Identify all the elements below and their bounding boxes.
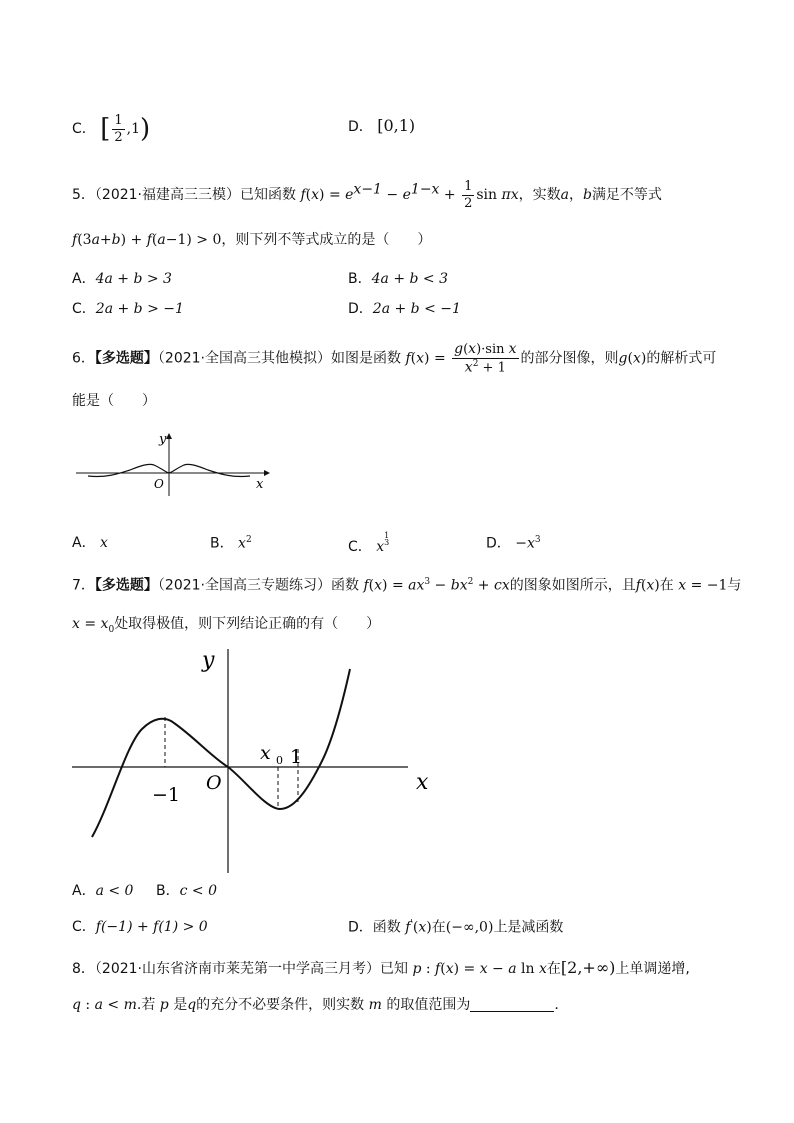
- q7-one-label: 1: [290, 746, 303, 768]
- q7-curve: [92, 669, 350, 837]
- q4-option-d[interactable]: D． [0,1): [348, 116, 416, 135]
- q7-graph: [70, 645, 440, 875]
- q7-stem-line2: $x = x_0$处取得极值，则下列结论正确的有（ ）: [72, 616, 381, 635]
- q6-option-a[interactable]: A． x: [72, 535, 108, 551]
- q6-y-label: y: [159, 432, 167, 447]
- q5-stem: 5．（2021·福建高三三模）已知函数 $f(x) = e^{x-1} - e^{1-x}$ + $\frac{1}{2}$ sin πx，实数a，b满足不等式: [72, 179, 662, 211]
- q7-x0-label: x: [260, 742, 271, 764]
- q7-option-c[interactable]: C．f(−1) + f(1) > 0: [72, 919, 208, 935]
- q6-origin-label: O: [154, 477, 164, 491]
- q7-origin-label: O: [206, 772, 222, 794]
- q6-graph: [70, 430, 270, 500]
- q8-answer-blank[interactable]: [470, 999, 554, 1012]
- q6-stem-line2: 能是（ ）: [72, 393, 156, 409]
- q8-stem-line2: q : a < m.若 p 是q的充分不必要条件，则实数 m 的取值范围为 .: [72, 997, 559, 1013]
- q7-neg-one-label: −1: [152, 784, 181, 806]
- q6-x-arrow: [264, 470, 270, 476]
- q7-y-label: y: [202, 648, 215, 673]
- q5-option-b[interactable]: B．4a + b < 3: [348, 271, 448, 287]
- q4-option-c[interactable]: C． [ $\frac{1}{2}$ ,1): [72, 113, 151, 145]
- q8-stem: 8．（2021·山东省济南市莱芜第一中学高三月考）已知 p : f(x) = x − a ln x在[2,+∞)上单调递增,: [72, 958, 690, 977]
- q6-y-arrow: [166, 433, 172, 439]
- q7-option-d[interactable]: D．函数 f'(x)在(−∞,0)上是减函数: [348, 919, 564, 936]
- q7-x-label: x: [416, 770, 429, 795]
- q5-condition: f(3a+b) + f(a−1) > 0，则下列不等式成立的是（ ）: [72, 232, 432, 248]
- q6-option-c[interactable]: C． $x^{1 3}$: [348, 531, 390, 555]
- q6-option-b[interactable]: B． $x^2$: [210, 535, 252, 552]
- q7-option-a[interactable]: A．a < 0: [72, 883, 134, 899]
- q6-stem: 6．【多选题】（2021·全国高三其他模拟）如图是函数 f(x) = $\frac{\text{g(x)·sin x}}{x^2 + 1}$ 的部分图像，则g(x)的解析式可: [72, 341, 717, 376]
- q6-x-label: x: [256, 477, 264, 492]
- q7-option-b[interactable]: B．c < 0: [156, 883, 217, 899]
- q7-x0-subscript: 0: [276, 754, 283, 767]
- q5-option-a[interactable]: A．4a + b > 3: [72, 271, 172, 287]
- q7-stem: 7．【多选题】（2021·全国高三专题练习）函数 $f(x) = ax^3 - bx^2$ + cx的图象如图所示，且f(x)在 x = −1与: [72, 577, 742, 594]
- q5-option-d[interactable]: D．2a + b < −1: [348, 301, 461, 317]
- q4-c-fraction: $\frac{1}{2}$: [114, 113, 123, 145]
- q6-option-d[interactable]: D． $-x^3$: [486, 535, 541, 552]
- q5-option-c[interactable]: C．2a + b > −1: [72, 301, 184, 317]
